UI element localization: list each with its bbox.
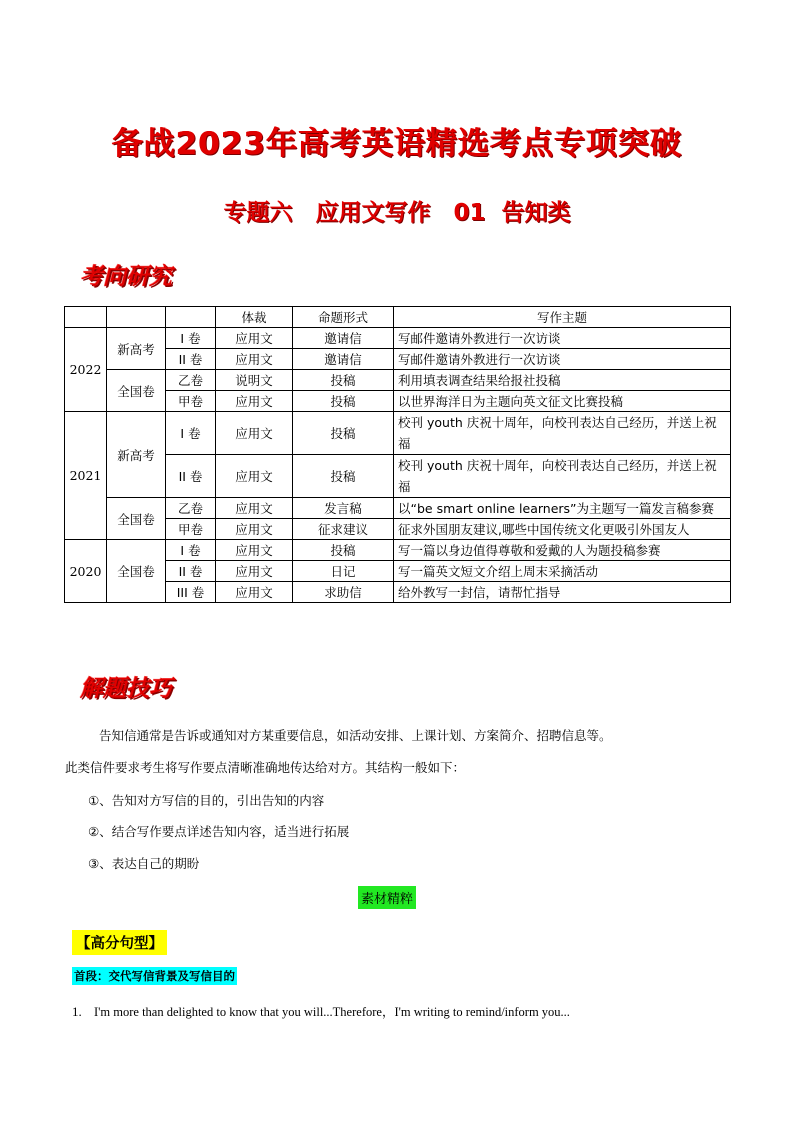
genre-cell: 应用文 <box>216 540 293 561</box>
topic-cell: 以世界海洋日为主题向英文征文比赛投稿 <box>394 391 731 412</box>
intro-paragraph: 告知信通常是告诉或通知对方某重要信息，如活动安排、上课计划、方案简介、招聘信息等。 <box>99 728 612 743</box>
region-cell: 新高考 <box>107 412 166 498</box>
topic-cell: 校刊 youth 庆祝十周年，向校刊表达自己经历，并送上祝福 <box>394 455 731 498</box>
paper-cell: I 卷 <box>166 540 216 561</box>
table-row <box>65 412 731 455</box>
sentence-number: 1. <box>72 1004 82 1019</box>
table-header-genre: 体裁 <box>216 307 293 328</box>
topic-cell: 写邮件邀请外教进行一次访谈 <box>394 349 731 370</box>
paper-cell: 甲卷 <box>166 391 216 412</box>
genre-cell: 应用文 <box>216 455 293 498</box>
form-cell: 投稿 <box>293 455 394 498</box>
table-header-form: 命题形式 <box>293 307 394 328</box>
paper-cell: III 卷 <box>166 582 216 603</box>
material-label: 素材精粹 <box>358 886 416 909</box>
form-cell: 日记 <box>293 561 394 582</box>
paper-cell: II 卷 <box>166 561 216 582</box>
topic-cell: 写一篇以身边值得尊敬和爱戴的人为题投稿参赛 <box>394 540 731 561</box>
region-cell: 全国卷 <box>107 370 166 412</box>
paper-cell: I 卷 <box>166 328 216 349</box>
region-cell: 新高考 <box>107 328 166 370</box>
sentence-pattern <box>72 1002 570 1020</box>
form-cell: 投稿 <box>293 370 394 391</box>
paper-cell: II 卷 <box>166 455 216 498</box>
form-cell: 邀请信 <box>293 328 394 349</box>
section-heading-research: 考向研究 <box>80 264 172 290</box>
table-header-cell <box>65 307 107 328</box>
topic-cell: 写邮件邀请外教进行一次访谈 <box>394 328 731 349</box>
sentence-text: I'm more than delighted to know that you will...Therefore，I'm writing to remind/inform you... <box>94 1005 570 1019</box>
section-heading-techniques: 解题技巧 <box>80 676 172 702</box>
form-cell: 投稿 <box>293 540 394 561</box>
first-paragraph-heading: 首段：交代写信背景及写信目的 <box>74 969 235 983</box>
table-row <box>65 498 731 519</box>
table-row <box>65 540 731 561</box>
document-subtitle: 专题六 应用文写作 01 告知类 <box>223 200 571 226</box>
paper-cell: 乙卷 <box>166 370 216 391</box>
form-cell: 投稿 <box>293 391 394 412</box>
structure-step: ②、结合写作要点详述告知内容，适当进行拓展 <box>88 824 350 839</box>
topic-cell: 给外教写一封信，请帮忙指导 <box>394 582 731 603</box>
form-cell: 发言稿 <box>293 498 394 519</box>
paper-cell: 甲卷 <box>166 519 216 540</box>
intro-paragraph: 此类信件要求考生将写作要点清晰准确地传达给对方。其结构一般如下： <box>65 760 466 775</box>
paper-cell: 乙卷 <box>166 498 216 519</box>
paper-cell: II 卷 <box>166 349 216 370</box>
genre-cell: 应用文 <box>216 391 293 412</box>
genre-cell: 应用文 <box>216 519 293 540</box>
structure-step: ③、表达自己的期盼 <box>88 856 200 871</box>
genre-cell: 应用文 <box>216 328 293 349</box>
genre-cell: 应用文 <box>216 412 293 455</box>
table-header-cell <box>107 307 166 328</box>
year-cell: 2022 <box>65 328 107 412</box>
paper-cell: I 卷 <box>166 412 216 455</box>
year-cell: 2020 <box>65 540 107 603</box>
genre-cell: 说明文 <box>216 370 293 391</box>
region-cell: 全国卷 <box>107 540 166 603</box>
highlight-heading: 【高分句型】 <box>72 930 167 955</box>
table-row <box>65 328 731 349</box>
form-cell: 求助信 <box>293 582 394 603</box>
topic-cell: 写一篇英文短文介绍上周末采摘活动 <box>394 561 731 582</box>
table-header-row <box>65 307 731 328</box>
table-header-topic: 写作主题 <box>394 307 731 328</box>
form-cell: 邀请信 <box>293 349 394 370</box>
genre-cell: 应用文 <box>216 561 293 582</box>
region-cell: 全国卷 <box>107 498 166 540</box>
topic-cell: 校刊 youth 庆祝十周年，向校刊表达自己经历，并送上祝福 <box>394 412 731 455</box>
genre-cell: 应用文 <box>216 349 293 370</box>
year-cell: 2021 <box>65 412 107 540</box>
topic-cell: 征求外国朋友建议,哪些中国传统文化更吸引外国友人 <box>394 519 731 540</box>
topic-cell: 以“be smart online learners”为主题写一篇发言稿参赛 <box>394 498 731 519</box>
form-cell: 投稿 <box>293 412 394 455</box>
table-header-cell <box>166 307 216 328</box>
exam-table <box>64 306 731 603</box>
form-cell: 征求建议 <box>293 519 394 540</box>
topic-cell: 利用填表调查结果给报社投稿 <box>394 370 731 391</box>
genre-cell: 应用文 <box>216 498 293 519</box>
document-title: 备战2023年高考英语精选考点专项突破 <box>111 126 683 162</box>
genre-cell: 应用文 <box>216 582 293 603</box>
table-row <box>65 370 731 391</box>
structure-step: ①、告知对方写信的目的，引出告知的内容 <box>88 793 325 808</box>
